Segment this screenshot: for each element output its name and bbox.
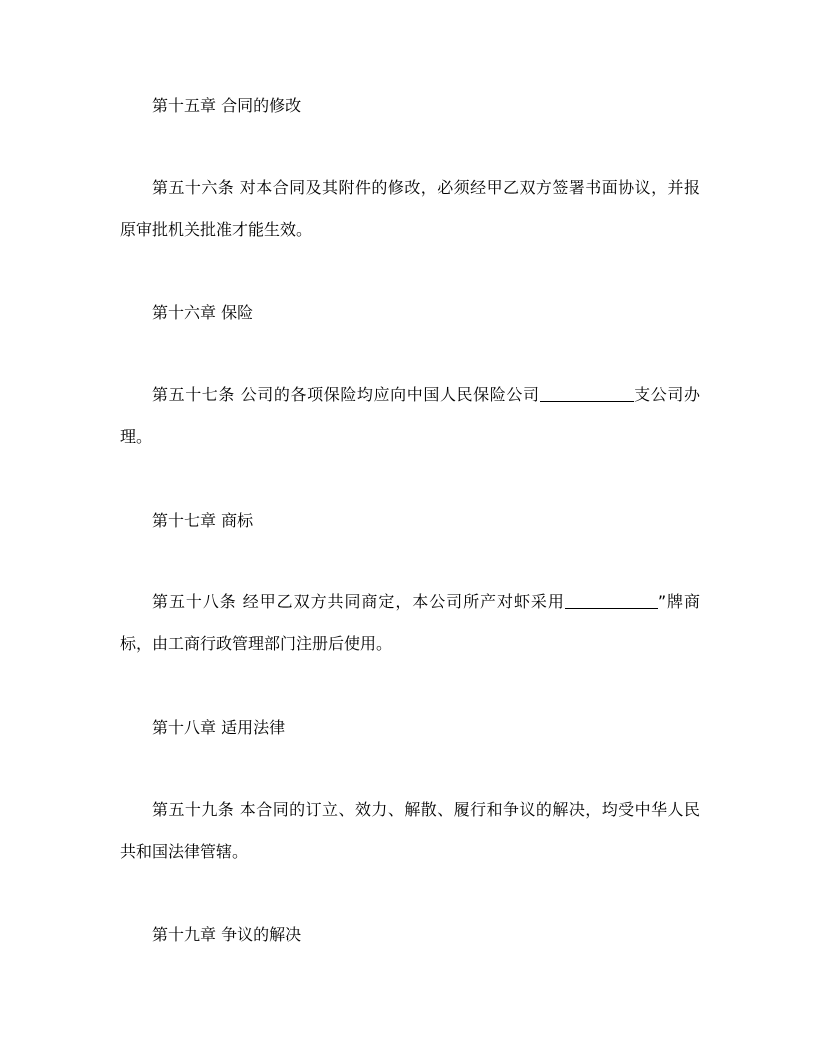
article-56: 第五十六条 对本合同及其附件的修改，必须经甲乙双方签署书面协议，并报原审批机关批准才能生效。	[120, 178, 700, 239]
chapter-15-heading: 第十五章 合同的修改	[152, 96, 302, 115]
article-58-text-after: ”牌商标，由工商行政管理部门注册后使用。	[120, 592, 700, 653]
article-57-text-before: 第五十七条 公司的各项保险均应向中国人民保险公司	[152, 385, 540, 404]
chapter-16-heading: 第十六章 保险	[152, 303, 254, 322]
chapter-17-heading: 第十七章 商标	[152, 511, 254, 530]
chapter-19-heading: 第十九章 争议的解决	[152, 925, 302, 944]
article-57-blank-line	[540, 385, 634, 402]
article-58	[120, 581, 700, 665]
article-57	[120, 374, 700, 458]
article-58-blank-line	[565, 592, 658, 609]
chapter-18-heading: 第十八章 适用法律	[152, 718, 286, 737]
article-59: 第五十九条 本合同的订立、效力、解散、履行和争议的解决，均受中华人民共和国法律管辖。	[120, 800, 700, 861]
article-58-text-before: 第五十八条 经甲乙双方共同商定，本公司所产对虾采用	[152, 592, 565, 611]
article-57-text-after: 支公司办理。	[120, 385, 700, 446]
